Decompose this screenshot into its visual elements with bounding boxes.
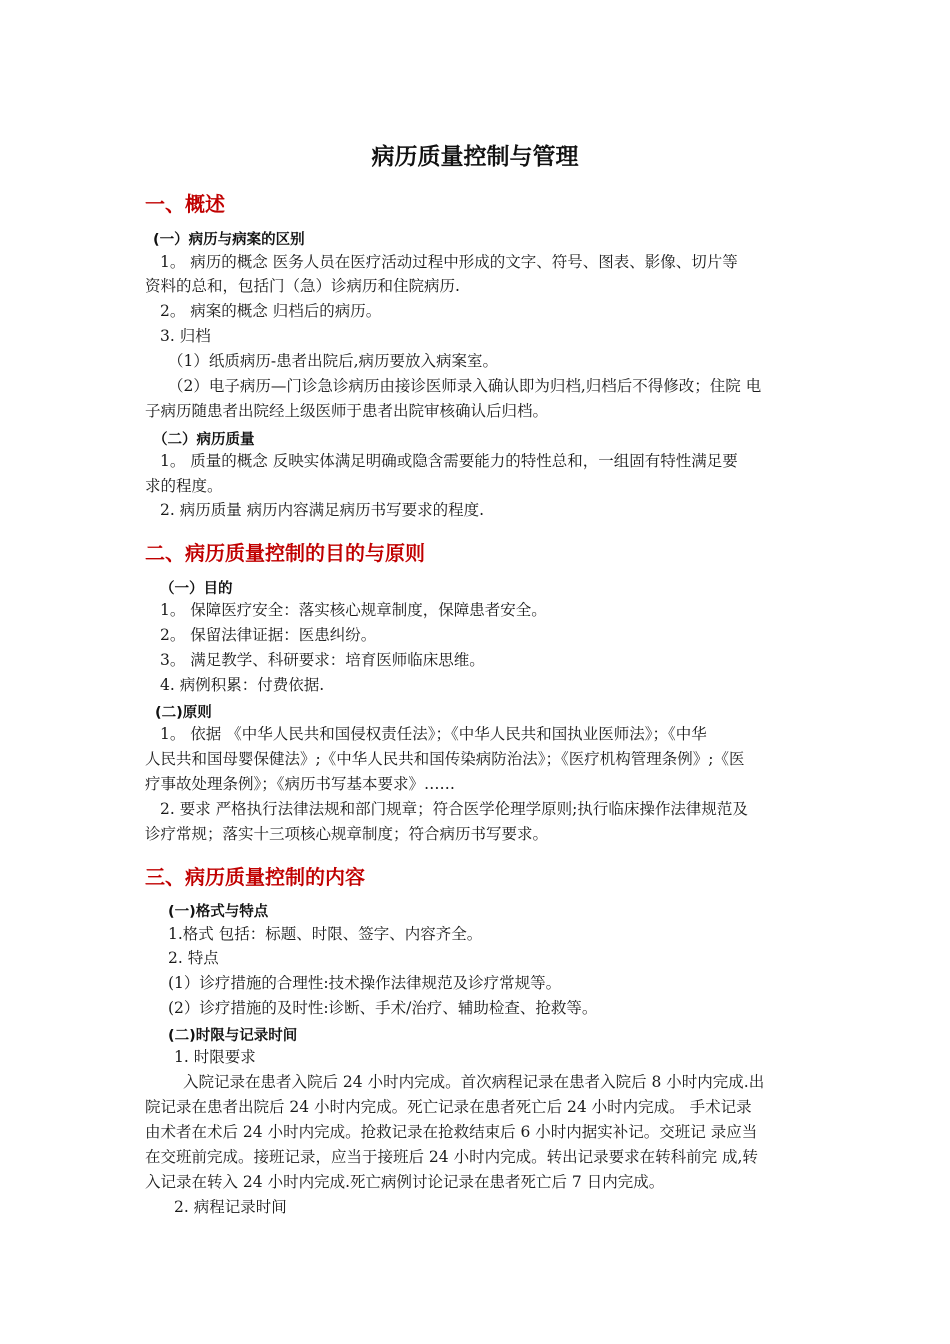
section-heading-overview: 一、概述 [145, 192, 225, 216]
paragraph-line: 3. 归档 [160, 327, 211, 345]
paragraph-line: 入院记录在患者入院后 24 小时内完成。首次病程记录在患者入院后 8 小时内完成.出 [183, 1073, 765, 1091]
paragraph-line: （1）纸质病历-患者出院后,病历要放入病案室。 [168, 352, 499, 370]
paragraph-line: 子病历随患者出院经上级医师于患者出院审核确认后归档。 [145, 402, 549, 420]
paragraph-line: 疗事故处理条例》；《病历书写基本要求》…… [145, 775, 456, 793]
section-heading-content: 三、病历质量控制的内容 [145, 865, 365, 889]
paragraph-line: 2. 病程记录时间 [174, 1198, 287, 1216]
subheading-record-quality: （二）病历质量 [153, 432, 255, 448]
paragraph-line: 在交班前完成。接班记录，应当于接班后 24 小时内完成。转出记录要求在转科前完 成,转 [145, 1148, 758, 1166]
paragraph-line: （2）电子病历—门诊急诊病历由接诊医师录入确认即为归档,归档后不得修改；住院 电 [168, 377, 762, 395]
paragraph-line: 由术者在术后 24 小时内完成。抢救记录在抢救结束后 6 小时内据实补记。交班记 录应当 [145, 1123, 758, 1141]
document-title: 病历质量控制与管理 [371, 144, 579, 170]
paragraph-line: 1.格式 包括：标题、时限、签字、内容齐全。 [168, 925, 483, 943]
paragraph-line: 4. 病例积累：付费依据. [160, 676, 325, 694]
paragraph-line: 1。 依据 《中华人民共和国侵权责任法》；《中华人民共和国执业医师法》；《中华 [160, 725, 707, 743]
paragraph-line: 1。 保障医疗安全：落实核心规章制度，保障患者安全。 [160, 601, 547, 619]
paragraph-line: 2。 病案的概念 归档后的病历。 [160, 302, 382, 320]
paragraph-line: 2. 特点 [168, 949, 219, 967]
paragraph-line: 2. 要求 严格执行法律法规和部门规章；符合医学伦理学原则;执行临床操作法律规范及 [160, 800, 748, 818]
paragraph-line: 1。 病历的概念 医务人员在医疗活动过程中形成的文字、符号、图表、影像、切片等 [160, 253, 738, 271]
paragraph-line: 1。 质量的概念 反映实体满足明确或隐含需要能力的特性总和，一组固有特性满足要 [160, 452, 738, 470]
paragraph-line: 2. 病历质量 病历内容满足病历书写要求的程度. [160, 501, 485, 519]
subheading-purpose: （一）目的 [160, 581, 233, 597]
paragraph-line: 3。 满足教学、科研要求：培育医师临床思维。 [160, 651, 485, 669]
subheading-record-vs-case: (一）病历与病案的区别 [153, 232, 305, 248]
subheading-principles: (二)原则 [155, 705, 212, 721]
paragraph-line: 资料的总和，包括门（急）诊病历和住院病历. [145, 277, 460, 295]
paragraph-line: 人民共和国母婴保健法》;《中华人民共和国传染病防治法》；《医疗机构管理条例》;《医 [145, 750, 745, 768]
paragraph-line: 求的程度。 [145, 477, 223, 495]
subheading-time-limits: (二)时限与记录时间 [168, 1028, 298, 1044]
paragraph-line: (1）诊疗措施的合理性:技术操作法律规范及诊疗常规等。 [168, 974, 562, 992]
subheading-format-features: (一)格式与特点 [168, 904, 269, 920]
paragraph-line: 1. 时限要求 [174, 1048, 256, 1066]
paragraph-line: 入记录在转入 24 小时内完成.死亡病例讨论记录在患者死亡后 7 日内完成。 [145, 1173, 665, 1191]
paragraph-line: (2）诊疗措施的及时性:诊断、手术/治疗、辅助检查、抢救等。 [168, 999, 598, 1017]
paragraph-line: 诊疗常规；落实十三项核心规章制度；符合病历书写要求。 [145, 825, 549, 843]
paragraph-line: 2。 保留法律证据：医患纠纷。 [160, 626, 377, 644]
paragraph-line: 院记录在患者出院后 24 小时内完成。死亡记录在患者死亡后 24 小时内完成。 手术记录 [145, 1098, 752, 1116]
section-heading-purpose-principles: 二、病历质量控制的目的与原则 [145, 541, 425, 565]
